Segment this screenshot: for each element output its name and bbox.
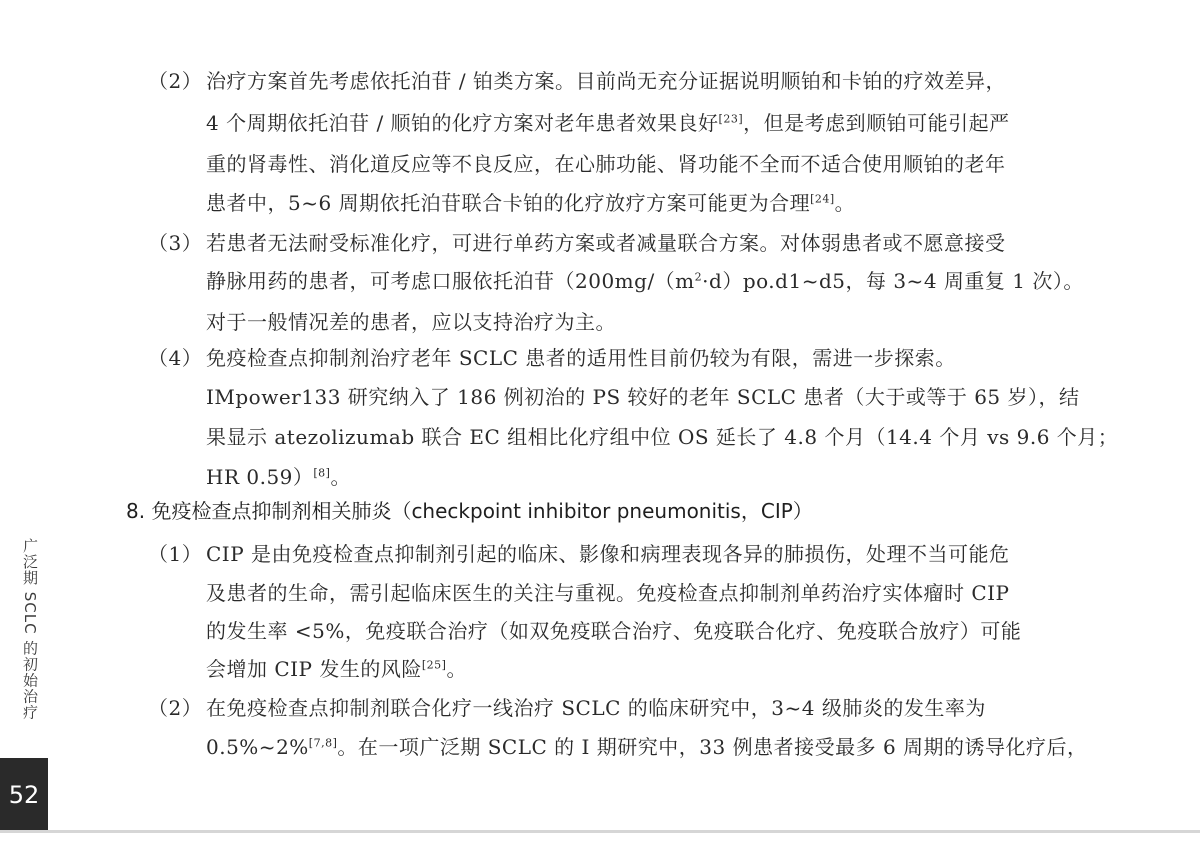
- text-line: 会增加 CIP 发生的风险[25]。: [206, 657, 467, 681]
- paragraph-marker: （3）: [148, 231, 203, 255]
- text-line: 的发生率 <5%，免疫联合治疗（如双免疫联合治疗、免疫联合化疗、免疫联合放疗）可能: [206, 619, 1022, 643]
- citation-ref: [24]: [810, 192, 835, 206]
- paragraph-marker: （4）: [148, 346, 203, 370]
- section-heading: 8. 免疫检查点抑制剂相关肺炎（checkpoint inhibitor pneumonitis，CIP）: [126, 499, 813, 523]
- text-line: 及患者的生命，需引起临床医生的关注与重视。免疫检查点抑制剂单药治疗实体瘤时 CIP: [206, 581, 1010, 605]
- text-line: CIP 是由免疫检查点抑制剂引起的临床、影像和病理表现各异的肺损伤，处理不当可能危: [206, 542, 1010, 566]
- text-line: 静脉用药的患者，可考虑口服依托泊苷（$200mg/(m^2\cdot d)po.d1\sim d5$，每 3~4 周重复 1 次）。: [206, 269, 1084, 293]
- text-line: 免疫检查点抑制剂治疗老年 SCLC 患者的适用性目前仍较为有限，需进一步探索。: [206, 346, 956, 370]
- superscript: 2: [694, 270, 703, 284]
- text-line: 对于一般情况差的患者，应以支持治疗为主。: [206, 310, 616, 334]
- text-line: 0.5%~2%[7,8]。在一项广泛期 SCLC 的 Ⅰ 期研究中，33 例患者接受最多 6 周期的诱导化疗后，: [206, 735, 1088, 759]
- text-line: 重的肾毒性、消化道反应等不良反应，在心肺功能、肾功能不全而不适合使用顺铂的老年: [206, 152, 1006, 176]
- text-line: HR 0.59）[8]。: [206, 465, 351, 489]
- text-line: 果显示 atezolizumab 联合 EC 组相比化疗组中位 OS 延长了 4.8 个月（14.4 个月 vs 9.6 个月；: [206, 425, 1119, 449]
- chapter-title-vertical: 广泛期 SCLC 的初始治疗: [21, 538, 39, 721]
- paragraph-marker: （1）: [148, 542, 203, 566]
- bottom-rule: [0, 830, 1200, 833]
- text-line: IMpower133 研究纳入了 186 例初治的 PS 较好的老年 SCLC 患者（大于或等于 65 岁），结: [206, 385, 1080, 409]
- paragraph-marker: （2）: [148, 69, 203, 93]
- citation-ref: [23]: [718, 112, 744, 126]
- text-line: 在免疫检查点抑制剂联合化疗一线治疗 SCLC 的临床研究中，3~4 级肺炎的发生率为: [206, 696, 986, 720]
- text-line: 治疗方案首先考虑依托泊苷 / 铂类方案。目前尚无充分证据说明顺铂和卡铂的疗效差异，: [206, 69, 1006, 93]
- text-line: 4 个周期依托泊苷 / 顺铂的化疗方案对老年患者效果良好[23]，但是考虑到顺铂可能引起严: [206, 111, 1010, 135]
- citation-ref: [25]: [421, 658, 447, 672]
- citation-ref: [7,8]: [308, 736, 338, 750]
- paragraph-marker: （2）: [148, 696, 203, 720]
- citation-ref: [8]: [313, 466, 331, 480]
- text-line: 患者中，5~6 周期依托泊苷联合卡铂的化疗放疗方案可能更为合理[24]。: [206, 191, 856, 215]
- text-line: 若患者无法耐受标准化疗，可进行单药方案或者减量联合方案。对体弱患者或不愿意接受: [206, 231, 1006, 255]
- page-number: 52: [0, 758, 48, 832]
